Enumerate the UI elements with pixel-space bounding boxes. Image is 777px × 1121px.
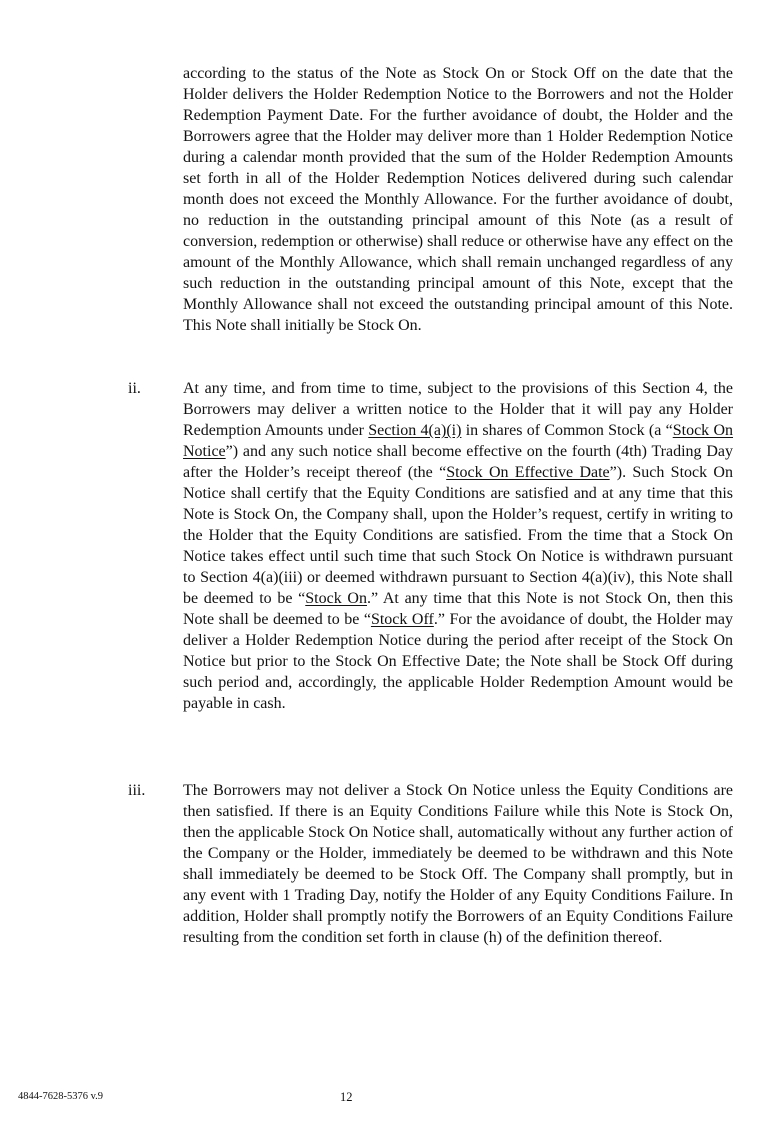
paragraph-iii: The Borrowers may not deliver a Stock On Notice unless the Equity Conditions are then satisfied. If there is an Equity Conditions Failure while this Note is Stock On, then the applicable Stock On Notice shall, automatically without any further action of the Company or the Holder, immediately be deemed to be withdrawn and this Note shall immediately be deemed to be Stock Off. The Company shall promptly, but in any event with 1 Trading Day, notify the Holder of any Equity Conditions Failure. In addition, Holder shall promptly notify the Borrowers of an Equity Conditions Failure resulting from the condition set forth in clause (h) of the definition thereof. (183, 782, 733, 946)
paragraph-ii-text-4: ”). Such Stock On Notice shall certify that the Equity Conditions are satisfied and at any time that this Note is Stock On, the Company shall, upon the Holder’s request, certify in writing to the Holder that the Equity Conditions are satisfied. From the time that a Stock On Notice takes effect until such time that such Stock On Notice is withdrawn pursuant to Section 4(a)(iii) or deemed withdrawn pursuant to Section 4(a)(iv), this Note shall be deemed to be “ (183, 464, 733, 607)
footer-document-id: 4844-7628-5376 v.9 (18, 1091, 104, 1102)
paragraph-ii (183, 378, 733, 714)
paragraph-ii-text-6: .” For the avoidance of doubt, the Holder may deliver a Holder Redemption Notice during the period after receipt of the Stock On Notice but prior to the Stock On Effective Date; the Note shall be Stock Off during such period and, accordingly, the applicable Holder Redemption Amount would be payable in cash. (183, 611, 733, 712)
defined-term-stock-on-effective-date: Stock On Effective Date (446, 464, 610, 481)
paragraph-ii-text-5: .” At any time that this Note is not Stock On, then this Note shall be deemed to be “ (183, 590, 734, 628)
paragraph-continuation: according to the status of the Note as Stock On or Stock Off on the date that the Holder delivers the Holder Redemption Notice to the Borrowers and not the Holder Redemption Payment Date. For the further avoidance of doubt, the Holder and the Borrowers agree that the Holder may deliver more than 1 Holder Redemption Notice during a calendar month provided that the sum of the Holder Redemption Amounts set forth in all of the Holder Redemption Notices delivered during such calendar month does not exceed the Monthly Allowance. For the further avoidance of doubt, no reduction in the outstanding principal amount of this Note (as a result of conversion, redemption or otherwise) shall reduce or otherwise have any effect on the amount of the Monthly Allowance, which shall remain unchanged regardless of any such reduction in the outstanding principal amount of this Note, except that the Monthly Allowance shall not exceed the outstanding principal amount of this Note. This Note shall initially be Stock On. (183, 65, 733, 334)
paragraph-ii-text-1: At any time, and from time to time, subject to the provisions of this Section 4, the Borrowers may deliver a written notice to the Holder that it will pay any Holder Redemption Amounts under (183, 380, 733, 439)
defined-term-stock-off: Stock Off (370, 611, 434, 628)
defined-term-stock-on: Stock On (305, 590, 367, 607)
paragraph-ii-text-3: ”) and any such notice shall become effective on the fourth (4th) Trading Day after the Holder’s receipt thereof (the “ (183, 443, 733, 481)
clause-numeral-iii: iii. (128, 782, 146, 799)
footer-page-number: 12 (340, 1090, 353, 1104)
defined-term-stock-on-notice: Stock On Notice (183, 422, 734, 460)
defined-term-section-ref: Section 4(a)(i) (368, 422, 462, 439)
clause-numeral-ii: ii. (128, 380, 141, 397)
paragraph-ii-text-2: in shares of Common Stock (a “ (461, 422, 673, 439)
